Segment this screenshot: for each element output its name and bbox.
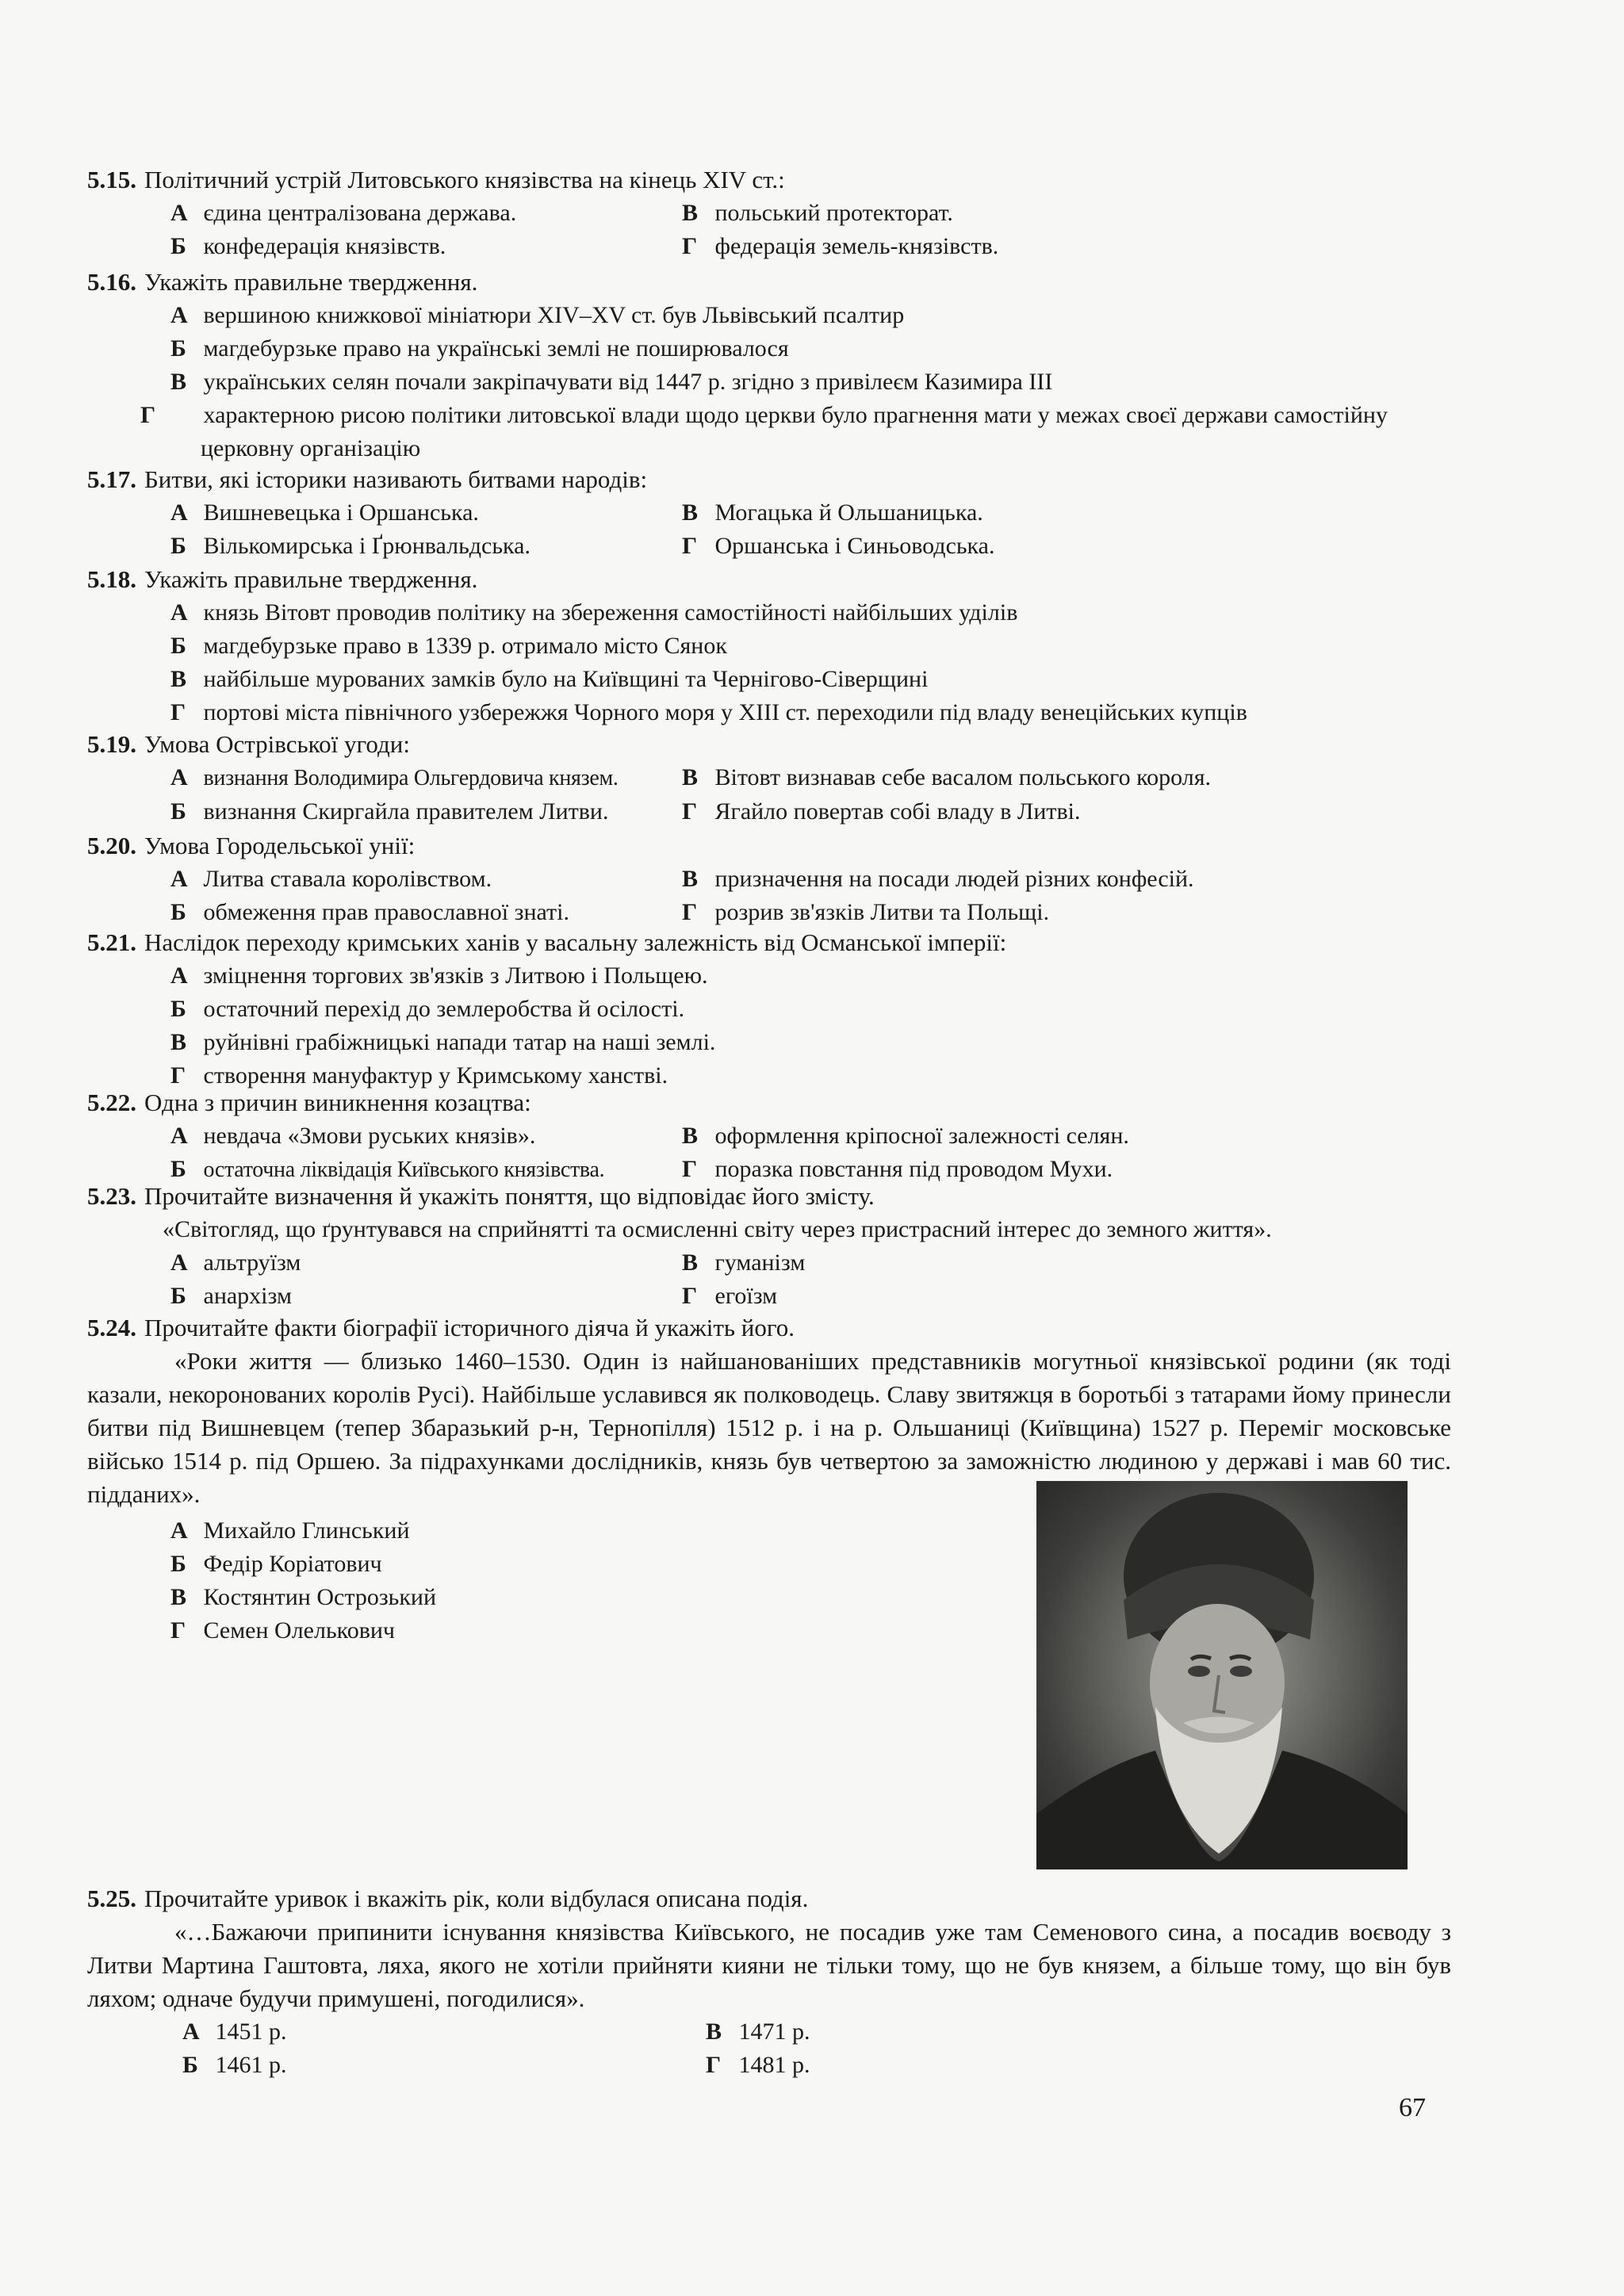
- option-b: Б конфедерація князівств.: [170, 233, 446, 259]
- option-g: Г характерною рисою політики литовської влади щодо церкви було прагнення мати у межах своєї держави самостійну церковну організацію: [140, 402, 1388, 461]
- option-a: А князь Вітовт проводив політику на збереження самостійності найбільших уділів: [170, 599, 1018, 626]
- question-number: 5.22.: [87, 1089, 136, 1116]
- question-text: Умова Городельської унії:: [144, 832, 416, 859]
- option-v: В призначення на посади людей різних конфесій.: [682, 866, 1194, 892]
- question-text: Одна з причин виникнення козацтва:: [144, 1089, 531, 1116]
- option-b: Б обмеження прав православної знаті.: [170, 899, 569, 925]
- portrait-image: [1036, 1481, 1408, 1869]
- option-v: В українських селян почали закріпачувати від 1447 р. згідно з привілеєм Казимира III: [170, 369, 1053, 395]
- option-g: Г портові міста північного узбережжя Чорного моря у XIII ст. переходили під владу венеційських купців: [170, 699, 1247, 725]
- option-a: А єдина централізована держава.: [170, 200, 517, 226]
- question-5-15: [87, 163, 1451, 263]
- question-number: 5.15.: [87, 166, 136, 193]
- option-g: Г поразка повстання під проводом Мухи.: [682, 1156, 1113, 1182]
- option-b: Б Федір Коріатович: [170, 1551, 382, 1577]
- question-5-25: [87, 1882, 1451, 2082]
- option-b: Б Вількомирська і Ґрюнвальдська.: [170, 533, 530, 559]
- question-text: Прочитайте визначення й укажіть поняття, що відповідає його змісту.: [144, 1182, 875, 1210]
- option-g: Г егоїзм: [682, 1283, 778, 1309]
- option-g: Г Оршанська і Синьоводська.: [682, 533, 995, 559]
- question-number: 5.21.: [87, 928, 136, 956]
- option-a: А 1451 р.: [182, 2019, 287, 2045]
- option-v: В польський протекторат.: [682, 200, 953, 226]
- option-a: А альтруїзм: [170, 1249, 301, 1276]
- option-a: А Вишневецька і Оршанська.: [170, 499, 479, 526]
- option-b: Б 1461 р.: [182, 2052, 287, 2078]
- question-text: Умова Острівської угоди:: [144, 730, 410, 758]
- option-b: Б магдебурзьке право в 1339 р. отримало місто Сянок: [170, 633, 727, 659]
- question-5-16: [87, 266, 1451, 465]
- option-v: В руйнівні грабіжницькі напади татар на наші землі.: [170, 1029, 716, 1055]
- option-v: В оформлення кріпосної залежності селян.: [682, 1123, 1129, 1149]
- biography-quote: «Роки життя — близько 1460–1530. Один із найшанованіших представників могутньої князівської родини (як тоді казали, некоронованих королів Русі). Найбільше уславився як полководець. Славу звитяжця в боротьбі з татарами йому принесли битви під Вишневцем (тепер Збаразький р-н, Тернопілля) 1512 р. і на р. Ольшаниці (Київщина) 1527 р. Переміг московське військо 1514 р. під Оршею. За підрахунками дослідників, князь був четвертою за заможністю людиною у державі і мав 60 тис. підданих».: [87, 1347, 1451, 1508]
- option-v: В Могацька й Ольшаницька.: [682, 499, 983, 526]
- option-a: А визнання Володимира Ольгердовича князем.: [170, 764, 619, 790]
- option-v: В найбільше мурованих замків було на Київщині та Чернігово-Сіверщині: [170, 666, 929, 692]
- question-number: 5.19.: [87, 730, 136, 758]
- option-g: Г розрив зв'язків Литви та Польщі.: [682, 899, 1050, 925]
- option-v: В 1471 р.: [706, 2019, 810, 2045]
- question-number: 5.18.: [87, 565, 136, 593]
- option-b: Б магдебурзьке право на українські землі не поширювалося: [170, 335, 789, 362]
- option-g: Г Семен Олелькович: [170, 1617, 396, 1644]
- question-number: 5.25.: [87, 1885, 136, 1912]
- excerpt-quote: «…Бажаючи припинити існування князівства Київського, не посадив уже там Семенового сина, а посадив воєводу з Литви Мартина Гаштовта, ляха, якого не хотіли прийняти кияни не тільки тому, що не був князем, а більше тому, що він був ляхом; одначе будучи примушені, погодилися».: [87, 1918, 1451, 2012]
- question-text: Наслідок переходу кримських ханів у васальну залежність від Османської імперії:: [144, 928, 1007, 956]
- page-number: 67: [1399, 2093, 1426, 2122]
- question-number: 5.23.: [87, 1182, 136, 1210]
- option-a: А Литва ставала королівством.: [170, 866, 492, 892]
- question-5-23: [87, 1180, 1451, 1313]
- option-g: Г створення мануфактур у Кримському ханстві.: [170, 1062, 668, 1089]
- question-text: Прочитайте уривок і вкажіть рік, коли відбулася описана подія.: [144, 1885, 809, 1912]
- question-text: Битви, які історики називають битвами народів:: [144, 465, 648, 493]
- option-b: Б остаточна ліквідація Київського князівства.: [170, 1156, 605, 1182]
- question-text: Прочитайте факти біографії історичного діяча й укажіть його.: [144, 1314, 795, 1341]
- option-b: Б анархізм: [170, 1283, 292, 1309]
- question-5-17: [87, 463, 1451, 563]
- question-5-21: [87, 926, 1451, 1093]
- question-text: Укажіть правильне твердження.: [144, 565, 478, 593]
- option-b: Б визнання Скиргайла правителем Литви.: [170, 798, 609, 825]
- question-number: 5.16.: [87, 268, 136, 296]
- question-text: Укажіть правильне твердження.: [144, 268, 478, 296]
- option-a: А зміцнення торгових зв'язків з Литвою і Польщею.: [170, 962, 708, 989]
- option-a: А Михайло Глинський: [170, 1517, 410, 1544]
- question-5-18: [87, 563, 1451, 729]
- question-5-19: [87, 728, 1451, 828]
- question-5-22: [87, 1086, 1451, 1187]
- option-g: Г Ягайло повертав собі владу в Литві.: [682, 798, 1081, 825]
- question-text: Політичний устрій Литовського князівства на кінець XIV ст.:: [144, 166, 785, 193]
- question-5-20: [87, 829, 1451, 929]
- question-number: 5.24.: [87, 1314, 136, 1341]
- option-a: А вершиною книжкової мініатюри XIV–XV ст. був Львівський псалтир: [170, 302, 905, 328]
- option-v: В Вітовт визнавав себе васалом польського короля.: [682, 764, 1212, 790]
- question-number: 5.20.: [87, 832, 136, 859]
- question-number: 5.17.: [87, 465, 136, 493]
- option-g: Г 1481 р.: [706, 2052, 810, 2078]
- option-v: В Костянтин Острозький: [170, 1584, 437, 1610]
- option-b: Б остаточний перехід до землеробства й осілості.: [170, 996, 685, 1022]
- option-g: Г федерація земель-князівств.: [682, 233, 999, 259]
- option-v: В гуманізм: [682, 1249, 806, 1276]
- definition-quote: «Світогляд, що ґрунтувався на сприйнятті та осмисленні світу через пристрасний інтерес до земного життя».: [163, 1216, 1272, 1242]
- option-a: А невдача «Змови руських князів».: [170, 1123, 536, 1149]
